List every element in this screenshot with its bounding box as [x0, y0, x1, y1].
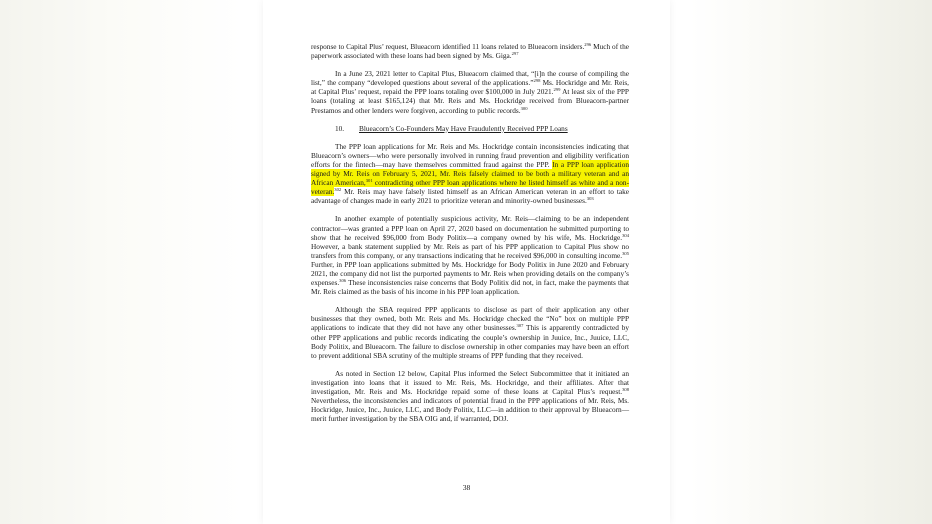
footnote-ref: 303: [586, 196, 594, 202]
footnote-ref: 308: [622, 387, 629, 392]
footnote-ref: 301: [365, 178, 373, 184]
section-number: 10.: [335, 123, 345, 133]
paragraph-2: In a June 23, 2021 letter to Capital Plus, Blueacorn claimed that, “[i]n the course of compiling the list,” the company “developed questions about several of the applications.”$^{298}$ Ms. Hockridge and Mr. Reis, at Capital Plus’ request, repaid the PPP loans totaling over $100,000 in July 2021.$^{299}$ At least six of the PPP loans (totaling at least $165,124) that Mr. Reis and Ms. Hockridge received from Blueacorn-partner Prestamos and other lenders were forgiven, according to public records.$^{300}$: [311, 69, 629, 115]
footnote-ref: 297: [511, 51, 519, 57]
page-number: 38: [462, 483, 471, 492]
section-title: Blueacorn’s Co-Founders May Have Fraudulently Received PPP Loans: [359, 123, 568, 133]
paragraph-6: As noted in Section 12 below, Capital Plus informed the Select Subcommittee that it initiated an investigation into loans that it issued to Mr. Reis, Ms. Hockridge, and their affiliates. After that investigation, Mr. Reis and Ms. Hockridge repaid some of these loans at Capital Plus’s request.$^{308}$ Nevertheless, the inconsistencies and indicators of potential fraud in the PPP applications of Mr. Reis, Ms. Hockridge, Juuice, Inc., Juuice, LLC, and Body Politix, LLC—in addition to their approval by Blueacorn—merit further investigation by the SBA OIG and, if warranted, DOJ.: [311, 368, 629, 424]
paragraph-5: Although the SBA required PPP applicants to disclose as part of their application any other businesses that they owned, both Mr. Reis and Ms. Hockridge checked the “No” box on multiple PPP applications to indicate that they did not have any other businesses.$^{307}$ This is apparently contradicted by other PPP applications and public records indicating the couple’s ownership in Juuice, Inc., Juuice, LLC, Body Politix, and Blueacorn. The failure to disclose ownership in other companies may have been an effort to prevent additional SBA scrutiny of the multiple streams of PPP funding that they received.: [311, 305, 629, 360]
footnote-ref: 300: [520, 105, 528, 111]
footnote-ref: 299: [553, 87, 561, 93]
footnote-ref: 302: [334, 187, 342, 193]
footnote-ref: 305: [622, 250, 629, 256]
section-heading: [335, 124, 629, 133]
document-page: [263, 0, 670, 524]
highlighted-text: In a PPP loan application signed by Mr. Reis on February 5, 2021, Mr. Reis falsely claimed to be both a military veteran and an African American,$^{301}$ contradicting other PPP loan applications where he listed himself as white and a non-veteran.: [311, 159, 630, 197]
document-body: [311, 42, 629, 432]
paragraph-3: The PPP loan applications for Mr. Reis and Ms. Hockridge contain inconsistencies indicating that Blueacorn’s owners—who were personally involved in running fraud prevention and eligibility verification efforts for the fintech—may have themselves committed fraud against the PPP. In a PPP loan application signed by Mr. Reis on February 5, 2021, Mr. Reis falsely claimed to be both a military veteran and an African American,$^{301}$ contradicting other PPP loan applications where he listed himself as white and a non-veteran.$^{302}$ Mr. Reis may have falsely listed himself as an African American veteran in an effort to take advantage of changes made in early 2021 to prioritize veteran and minority-owned businesses.$^{303}$: [311, 141, 630, 206]
footnote-ref: 296: [584, 42, 592, 47]
footnote-ref: 304: [622, 232, 629, 238]
footnote-ref: 298: [533, 78, 541, 84]
paragraph-4: In another example of potentially suspicious activity, Mr. Reis—claiming to be an independent contractor—was granted a PPP loan on April 27, 2020 based on documentation he submitted purporting to show that he received $96,000 from Body Politix—a company owned by his wife, Ms. Hockridge.$^{304}$ However, a bank statement supplied by Mr. Reis as part of his PPP application to Capital Plus show no transfers from this company, or any transactions indicating that he received $96,000 in consulting income.$^{305}$ Further, in PPP loan applications submitted by Ms. Hockridge for Body Politix in June 2020 and February 2021, the company did not list the purported payments to Mr. Reis when providing details on the company’s expenses.$^{306}$ These inconsistencies raise concerns that Body Politix did not, in fact, make the payments that Mr. Reis claimed as the basis of his income in his PPP loan application.: [311, 214, 629, 297]
footnote-ref: 306: [339, 278, 347, 284]
footnote-ref: 307: [516, 323, 524, 329]
paragraph-1: response to Capital Plus’ request, Blueacorn identified 11 loans related to Blueacorn insiders.$^{296}$ Much of the paperwork associated with these loans had been signed by Ms. Giga.$^{297}$: [311, 42, 629, 61]
